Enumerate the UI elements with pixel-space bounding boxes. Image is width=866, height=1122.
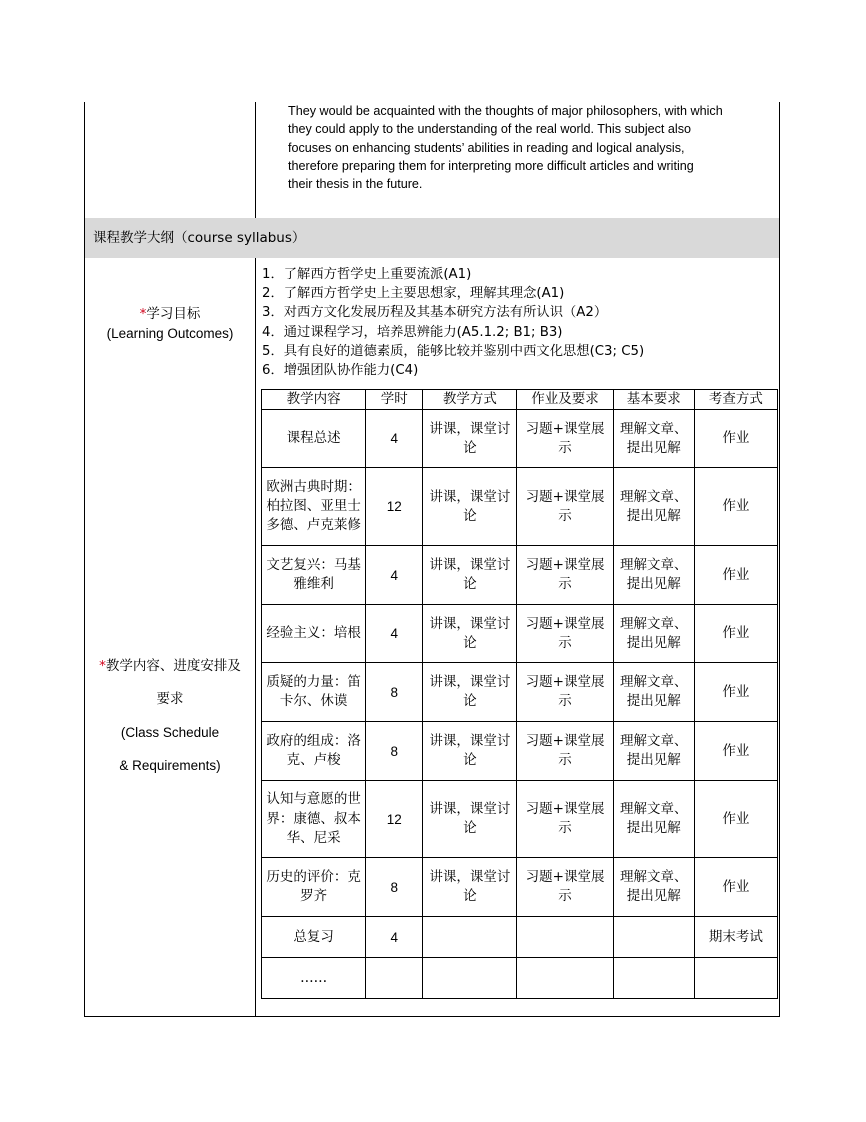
course-syllabus-header bbox=[85, 218, 779, 258]
cell-content: 文艺复兴：马基雅维利 bbox=[262, 546, 366, 605]
cell-content: 课程总述 bbox=[262, 410, 366, 468]
cell-method: 讲课，课堂讨论 bbox=[423, 663, 517, 722]
cell-content: …… bbox=[262, 958, 366, 999]
cell-hours: 4 bbox=[366, 917, 423, 958]
cell-hours: 12 bbox=[366, 468, 423, 546]
table-row bbox=[262, 663, 778, 722]
cell-content: 认知与意愿的世界：康德、叔本华、尼采 bbox=[262, 781, 366, 858]
cell-assignment: 习题+课堂展示 bbox=[517, 410, 613, 468]
cell-hours: 4 bbox=[366, 605, 423, 663]
table-header-row bbox=[262, 390, 778, 410]
column-header-hours: 学时 bbox=[366, 390, 423, 410]
table-row bbox=[262, 917, 778, 958]
description-line: focuses on enhancing students’ abilities in reading and logical analysis, bbox=[288, 140, 685, 155]
column-header-content: 教学内容 bbox=[262, 390, 366, 410]
cell-basic-requirement: 理解文章、提出见解 bbox=[613, 781, 694, 858]
cell-basic-requirement: 理解文章、提出见解 bbox=[613, 468, 694, 546]
cell-method: 讲课，课堂讨论 bbox=[423, 781, 517, 858]
cell-basic-requirement: 理解文章、提出见解 bbox=[613, 605, 694, 663]
cell-content: 历史的评价：克罗齐 bbox=[262, 858, 366, 917]
frame-bottom-border bbox=[84, 1016, 780, 1017]
cell-assignment bbox=[517, 958, 613, 999]
cell-assignment: 习题+课堂展示 bbox=[517, 858, 613, 917]
cell-method: 讲课，课堂讨论 bbox=[423, 605, 517, 663]
cell-hours: 4 bbox=[366, 410, 423, 468]
class-schedule-label bbox=[86, 650, 254, 782]
learning-outcomes-label-en: (Learning Outcomes) bbox=[106, 326, 234, 341]
cell-assignment: 习题+课堂展示 bbox=[517, 722, 613, 781]
cell-basic-requirement: 理解文章、提出见解 bbox=[613, 410, 694, 468]
schedule-table bbox=[261, 389, 778, 999]
cell-hours: 8 bbox=[366, 722, 423, 781]
cell-assessment: 作业 bbox=[694, 410, 777, 468]
table-row bbox=[262, 781, 778, 858]
column-header-basic-requirement: 基本要求 bbox=[613, 390, 694, 410]
list-item: 1．了解西方哲学史上重要流派(A1) bbox=[262, 267, 472, 282]
cell-basic-requirement: 理解文章、提出见解 bbox=[613, 722, 694, 781]
course-syllabus-title: 课程教学大纲（course syllabus） bbox=[93, 230, 306, 246]
table-row bbox=[262, 722, 778, 781]
cell-method bbox=[423, 917, 517, 958]
class-schedule-label-en-2: & Requirements) bbox=[119, 758, 221, 773]
cell-method: 讲课，课堂讨论 bbox=[423, 410, 517, 468]
cell-content: 欧洲古典时期：柏拉图、亚里士多德、卢克莱修 bbox=[262, 468, 366, 546]
required-star: * bbox=[99, 658, 106, 674]
description-line: their thesis in the future. bbox=[288, 177, 423, 192]
cell-assignment: 习题+课堂展示 bbox=[517, 546, 613, 605]
table-row bbox=[262, 410, 778, 468]
list-item: 2．了解西方哲学史上主要思想家，理解其理念(A1) bbox=[262, 286, 565, 302]
class-schedule-label-cn-2: 要求 bbox=[156, 691, 184, 707]
frame-middle-border-lower bbox=[255, 258, 256, 1016]
cell-assessment: 期末考试 bbox=[694, 917, 777, 958]
cell-assessment: 作业 bbox=[694, 468, 777, 546]
cell-hours: 8 bbox=[366, 663, 423, 722]
table-row bbox=[262, 546, 778, 605]
cell-method: 讲课，课堂讨论 bbox=[423, 722, 517, 781]
cell-hours: 4 bbox=[366, 546, 423, 605]
cell-basic-requirement: 理解文章、提出见解 bbox=[613, 858, 694, 917]
cell-assessment: 作业 bbox=[694, 722, 777, 781]
required-star: * bbox=[139, 306, 147, 322]
cell-assessment: 作业 bbox=[694, 546, 777, 605]
description-line: They would be acquainted with the thoughts of major philosophers, with which bbox=[288, 104, 723, 118]
cell-method: 讲课，课堂讨论 bbox=[423, 858, 517, 917]
cell-assessment: 作业 bbox=[694, 858, 777, 917]
cell-hours: 8 bbox=[366, 858, 423, 917]
cell-basic-requirement: 理解文章、提出见解 bbox=[613, 663, 694, 722]
cell-basic-requirement bbox=[613, 958, 694, 999]
cell-assessment: 作业 bbox=[694, 605, 777, 663]
frame-right-border bbox=[779, 102, 780, 1016]
cell-basic-requirement: 理解文章、提出见解 bbox=[613, 546, 694, 605]
cell-content: 经验主义：培根 bbox=[262, 605, 366, 663]
list-item: 6．增强团队协作能力(C4) bbox=[262, 363, 419, 379]
table-row bbox=[262, 468, 778, 546]
cell-method bbox=[423, 958, 517, 999]
learning-outcomes-list bbox=[262, 265, 777, 380]
course-description-text bbox=[288, 102, 773, 193]
table-row bbox=[262, 958, 778, 999]
column-header-assessment: 考查方式 bbox=[694, 390, 777, 410]
table-row bbox=[262, 605, 778, 663]
cell-content: 政府的组成：洛克、卢梭 bbox=[262, 722, 366, 781]
cell-assignment: 习题+课堂展示 bbox=[517, 663, 613, 722]
list-item: 5．具有良好的道德素质，能够比较并鉴别中西文化思想(C3; C5) bbox=[262, 343, 645, 359]
cell-basic-requirement bbox=[613, 917, 694, 958]
cell-assessment bbox=[694, 958, 777, 999]
learning-outcomes-label bbox=[86, 305, 254, 343]
list-item: 4．通过课程学习，培养思辨能力(A5.1.2; B1; B3) bbox=[262, 324, 563, 340]
cell-method: 讲课，课堂讨论 bbox=[423, 468, 517, 546]
column-header-method: 教学方式 bbox=[423, 390, 517, 410]
frame-middle-border bbox=[255, 102, 256, 218]
description-line: they could apply to the understanding of the real world. This subject also bbox=[288, 122, 692, 137]
class-schedule-label-en-1: (Class Schedule bbox=[120, 725, 220, 740]
cell-hours: 12 bbox=[366, 781, 423, 858]
cell-assignment: 习题+课堂展示 bbox=[517, 781, 613, 858]
list-item: 3．对西方文化发展历程及其基本研究方法有所认识（A2） bbox=[262, 305, 608, 321]
cell-content: 总复习 bbox=[262, 917, 366, 958]
cell-assignment: 习题+课堂展示 bbox=[517, 468, 613, 546]
learning-outcomes-label-cn: 学习目标 bbox=[146, 306, 201, 322]
cell-method: 讲课，课堂讨论 bbox=[423, 546, 517, 605]
description-line: therefore preparing them for interpreting more difficult articles and writing bbox=[288, 158, 694, 173]
cell-assessment: 作业 bbox=[694, 781, 777, 858]
column-header-assignment: 作业及要求 bbox=[517, 390, 613, 410]
cell-assignment bbox=[517, 917, 613, 958]
cell-hours bbox=[366, 958, 423, 999]
cell-assessment: 作业 bbox=[694, 663, 777, 722]
class-schedule-label-cn-1: 教学内容、进度安排及 bbox=[105, 658, 241, 674]
table-row bbox=[262, 858, 778, 917]
cell-assignment: 习题+课堂展示 bbox=[517, 605, 613, 663]
cell-content: 质疑的力量：笛卡尔、休谟 bbox=[262, 663, 366, 722]
